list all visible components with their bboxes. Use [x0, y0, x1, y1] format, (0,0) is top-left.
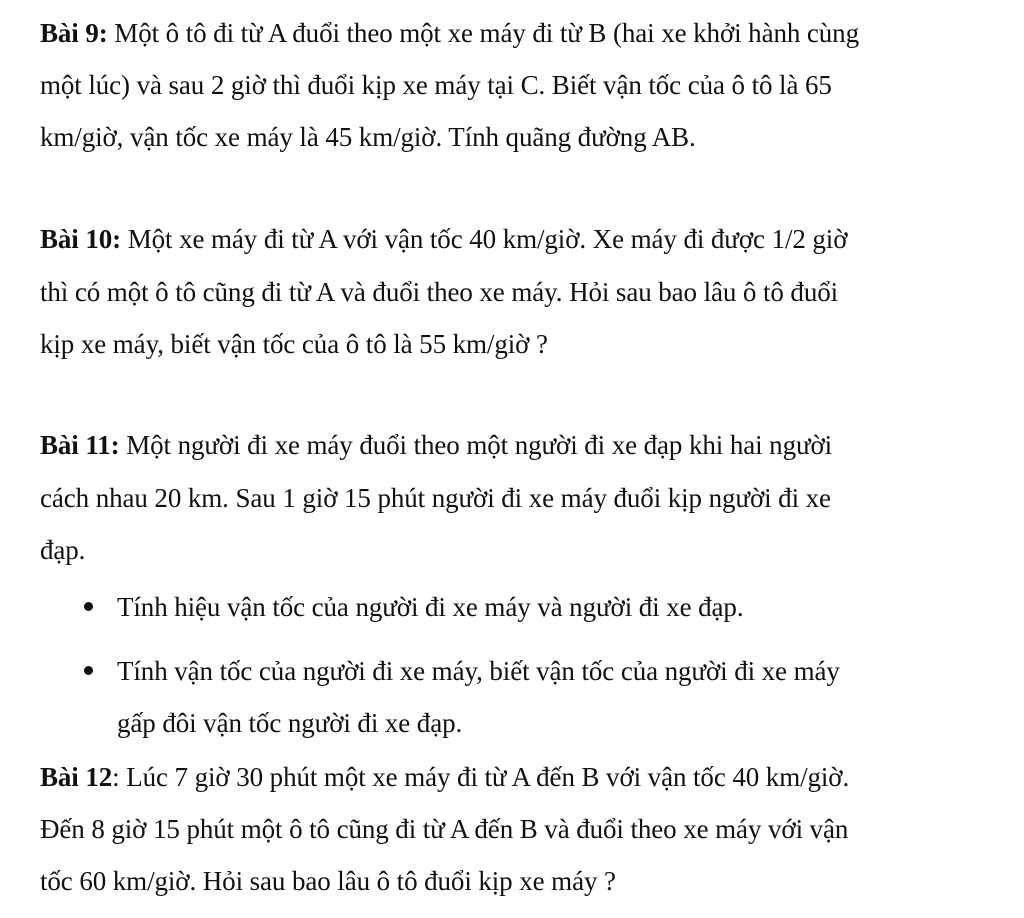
problem-10-label: Bài 10:	[40, 224, 122, 254]
problem-9-text-1: Một ô tô đi từ A đuổi theo một xe máy đi từ B (hai xe khởi hành cùng	[107, 18, 859, 48]
problem-9-label: Bài 9:	[40, 18, 108, 48]
problem-12-text-1: : Lúc 7 giờ 30 phút một xe máy đi từ A đến B với vận tốc 40 km/giờ.	[112, 762, 850, 792]
problem-11-line-3: đạp.	[40, 535, 86, 565]
problem-12-line-2: Đến 8 giờ 15 phút một ô tô cũng đi từ A đến B và đuổi theo xe máy với vận	[40, 814, 849, 844]
problem-11-bullet-2-line-2: gấp đôi vận tốc người đi xe đạp.	[117, 708, 463, 738]
problem-9-line-2: một lúc) và sau 2 giờ thì đuổi kịp xe máy tại C. Biết vận tốc của ô tô là 65	[40, 70, 832, 100]
problem-9-line-1	[40, 16, 859, 50]
problem-9-line-3: km/giờ, vận tốc xe máy là 45 km/giờ. Tính quãng đường AB.	[40, 122, 696, 152]
problem-11-bullet-1: Tính hiệu vận tốc của người đi xe máy và người đi xe đạp.	[117, 592, 744, 622]
problem-10-line-1	[40, 222, 847, 256]
problem-12-label: Bài 12	[40, 762, 113, 792]
bullet-dot-icon	[84, 666, 93, 675]
problem-11-text-1: Một người đi xe máy đuổi theo một người đi xe đạp khi hai người	[119, 430, 833, 460]
problem-11-label: Bài 11:	[40, 430, 120, 460]
problem-11-line-1	[40, 428, 832, 462]
problem-10-line-2: thì có một ô tô cũng đi từ A và đuổi theo xe máy. Hỏi sau bao lâu ô tô đuổi	[40, 277, 839, 307]
problem-12-line-3: tốc 60 km/giờ. Hỏi sau bao lâu ô tô đuổi kịp xe máy ?	[40, 866, 616, 896]
problem-10-text-1: Một xe máy đi từ A với vận tốc 40 km/giờ. Xe máy đi được 1/2 giờ	[121, 224, 848, 254]
problem-11-line-2: cách nhau 20 km. Sau 1 giờ 15 phút người đi xe máy đuổi kịp người đi xe	[40, 483, 831, 513]
problem-11-bullet-2-line-1: Tính vận tốc của người đi xe máy, biết vận tốc của người đi xe máy	[117, 656, 840, 686]
bullet-dot-icon	[84, 602, 93, 611]
problem-10-line-3: kịp xe máy, biết vận tốc của ô tô là 55 km/giờ ?	[40, 329, 548, 359]
problem-12-line-1	[40, 760, 849, 794]
